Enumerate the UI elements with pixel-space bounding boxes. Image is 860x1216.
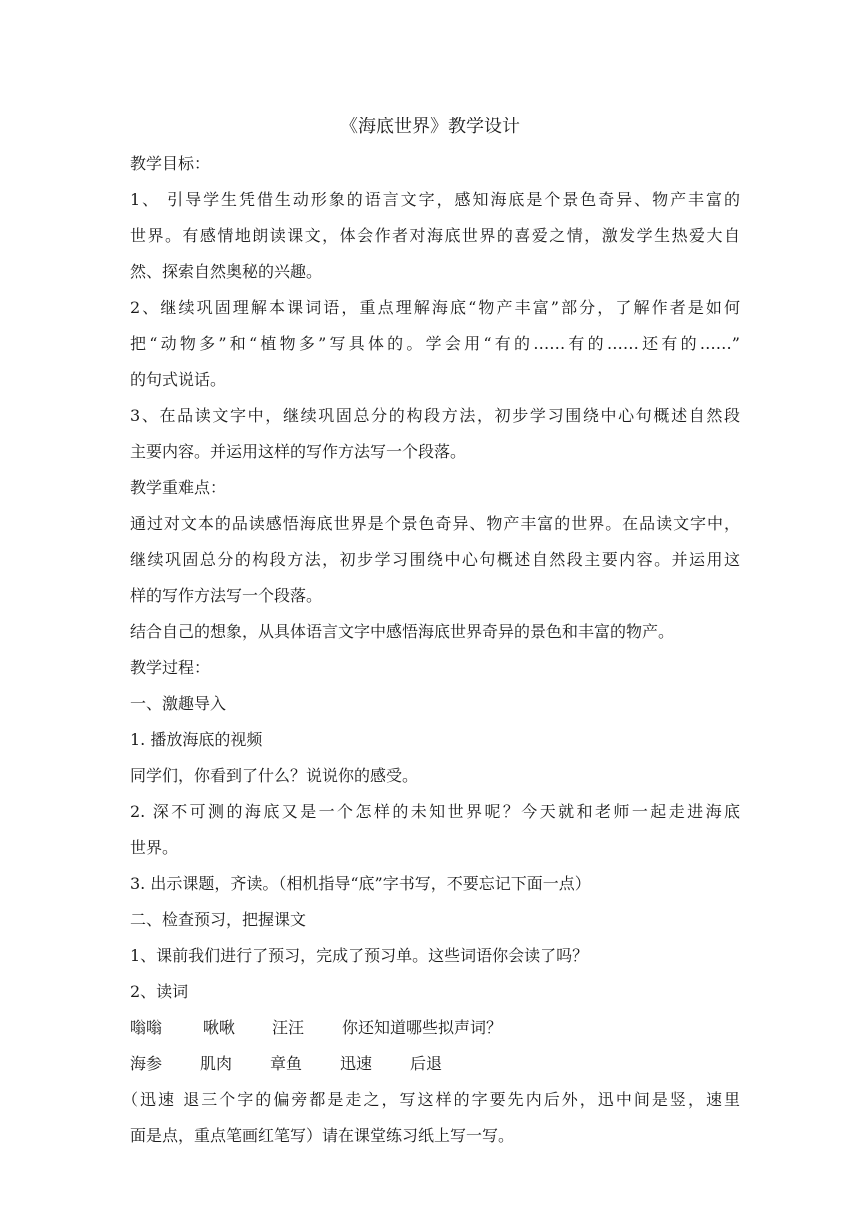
step-1-item-3: 3. 出示课题，齐读。（相机指导“底”字书写，不要忘记下面一点） — [130, 874, 591, 893]
goal-2-line-2: 把“动物多”和“植物多”写具体的。学会用“有的……有的……还有的……” — [130, 334, 740, 353]
goal-1-line-2: 世界。有感情地朗读课文，体会作者对海底世界的喜爱之情，激发学生热爱大自 — [130, 226, 740, 245]
page-title: 《海底世界》教学设计 — [340, 117, 520, 137]
writing-note-line-1: （迅速 退三个字的偏旁都是走之，写这样的字要先内后外，迅中间是竖，速里 — [122, 1090, 740, 1109]
step-1-item-2-line-1: 2. 深不可测的海底又是一个怎样的未知世界呢？今天就和老师一起走进海底 — [130, 802, 740, 821]
goal-2-line-1: 2、继续巩固理解本课词语，重点理解海底“物产丰富”部分，了解作者是如何 — [130, 298, 740, 317]
word-question: 你还知道哪些拟声词？ — [342, 1018, 503, 1037]
writing-note-line-2: 面是点，重点笔画红笔写）请在课堂练习纸上写一写。 — [130, 1126, 515, 1145]
word-row-2 — [130, 1054, 740, 1074]
goal-2-line-3: 的句式说话。 — [130, 370, 227, 389]
word: 啾啾 — [203, 1018, 236, 1037]
word: 汪汪 — [272, 1018, 305, 1037]
section-heading-process: 教学过程： — [130, 658, 211, 677]
step-2-heading: 二、检查预习，把握课文 — [130, 910, 307, 929]
word: 海参 — [130, 1054, 163, 1073]
section-heading-goals: 教学目标： — [130, 154, 211, 173]
key-points-line-3: 样的写作方法写一个段落。 — [130, 586, 323, 605]
key-points-line-4: 结合自己的想象，从具体语言文字中感悟海底世界奇异的景色和丰富的物产。 — [130, 622, 675, 641]
step-1-item-1: 1. 播放海底的视频 — [130, 730, 263, 749]
goal-1-line-3: 然、探索自然奥秘的兴趣。 — [130, 262, 323, 281]
key-points-line-2: 继续巩固总分的构段方法，初步学习围绕中心句概述自然段主要内容。并运用这 — [130, 550, 740, 569]
word: 后退 — [410, 1054, 443, 1073]
word-row-1 — [130, 1018, 740, 1038]
step-1-item-2-line-2: 世界。 — [130, 838, 179, 857]
step-1-heading: 一、激趣导入 — [130, 694, 227, 713]
step-2-item-2: 2、读词 — [130, 982, 189, 1001]
word: 嗡嗡 — [130, 1018, 163, 1037]
section-heading-key-points: 教学重难点： — [130, 478, 227, 497]
goal-3-line-1: 3、在品读文字中，继续巩固总分的构段方法，初步学习围绕中心句概述自然段 — [130, 406, 740, 425]
step-2-item-1: 1、课前我们进行了预习，完成了预习单。这些词语你会读了吗？ — [130, 946, 589, 965]
goal-1-line-1: 1、 引导学生凭借生动形象的语言文字，感知海底是个景色奇异、物产丰富的 — [130, 190, 740, 209]
word: 章鱼 — [270, 1054, 303, 1073]
word: 迅速 — [340, 1054, 373, 1073]
step-1-item-1-text: 同学们，你看到了什么？说说你的感受。 — [130, 766, 419, 785]
key-points-line-1: 通过对文本的品读感悟海底世界是个景色奇异、物产丰富的世界。在品读文字中， — [130, 514, 740, 533]
word: 肌肉 — [200, 1054, 233, 1073]
goal-3-line-2: 主要内容。并运用这样的写作方法写一个段落。 — [130, 442, 467, 461]
